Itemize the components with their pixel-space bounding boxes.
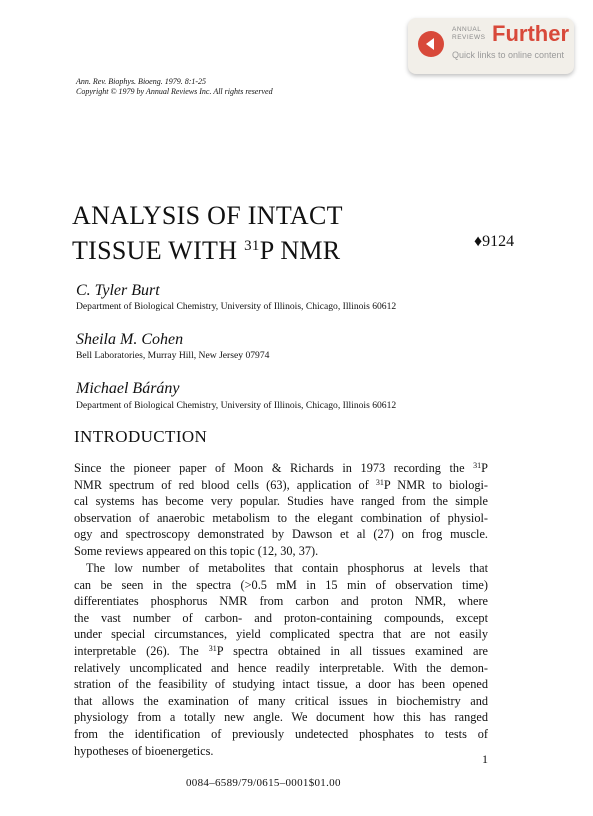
isotope-superscript: 31 xyxy=(208,643,217,653)
article-title xyxy=(72,200,343,266)
footer-code: 0084–6589/79/0615–0001$01.00 xyxy=(186,777,341,789)
paragraph-line: The low number of metabolites that contain phosphorus at levels that xyxy=(86,561,488,575)
isotope-symbol: P xyxy=(383,477,391,492)
paragraph-line: the vast number of carbon- and proton-containing compounds, except xyxy=(74,610,488,625)
paragraph-line: that allows the examination of many critical issues in biochemistry and xyxy=(74,693,488,708)
paragraph-line: stration of the feasibility of studying intact tissue, a door has been opened xyxy=(74,677,488,692)
title-superscript: 31 xyxy=(244,238,260,254)
text-run: spectra obtained in all tissues examined are xyxy=(223,643,489,658)
title-text: P NMR xyxy=(259,236,341,265)
citation-line: Ann. Rev. Biophys. Bioeng. 1979. 8:1-25 xyxy=(76,77,207,86)
badge-subtitle: Quick links to online content xyxy=(452,50,565,60)
paragraph-line: hypotheses of bioenergetics. xyxy=(74,743,214,758)
badge-further-label: Further xyxy=(492,21,569,46)
paragraph-line: from the identification of previously undetected phosphates to tests of xyxy=(74,726,488,741)
title-line-2 xyxy=(72,231,343,266)
paragraph-line: physiology from a totally new angle. We document how this has ranged xyxy=(74,710,488,725)
paragraph-2 xyxy=(74,560,488,759)
back-arrow-icon xyxy=(418,31,444,57)
annual-reviews-further-badge[interactable] xyxy=(408,18,574,74)
text-run: Since the pioneer paper of Moon & Richards in 1973 recording the xyxy=(74,461,474,475)
copyright-line: Copyright © 1979 by Annual Reviews Inc. All rights reserved xyxy=(76,87,273,96)
article-code: ♦9124 xyxy=(474,233,515,250)
paragraph-line: relatively uncomplicated and hence readily interpretable. With the demon- xyxy=(74,660,488,675)
title-text: TISSUE WITH xyxy=(72,236,245,265)
section-heading: INTRODUCTION xyxy=(74,427,208,446)
paragraph-line: observation of anaerobic metabolism to the elegant combination of physiol- xyxy=(74,510,488,525)
text-run: NMR spectrum of red blood cells (63), application of xyxy=(74,477,376,492)
author-affiliation: Department of Biological Chemistry, University of Illinois, Chicago, Illinois 60612 xyxy=(76,301,397,312)
paragraph-line: can be seen in the spectra (>0.5 mM in 15 min of observation time) xyxy=(74,577,488,592)
author-affiliation: Department of Biological Chemistry, University of Illinois, Chicago, Illinois 60612 xyxy=(76,400,397,411)
author-name: C. Tyler Burt xyxy=(76,282,160,299)
paragraph-line: under special circumstances, yield complicated spectra that are not easily xyxy=(74,627,488,642)
paragraph-line: cal systems has become very popular. Studies have ranged from the simple xyxy=(74,494,488,509)
journal-citation xyxy=(76,77,273,97)
author-name: Sheila M. Cohen xyxy=(76,331,184,348)
author-affiliation: Bell Laboratories, Murray Hill, New Jersey 07974 xyxy=(76,350,270,361)
author-name: Michael Bárány xyxy=(76,380,180,397)
isotope-symbol: P xyxy=(481,461,488,475)
text-run: interpretable (26). The xyxy=(74,643,209,658)
paragraph-1 xyxy=(74,460,488,560)
paragraph-line xyxy=(74,477,488,494)
isotope-superscript: 31 xyxy=(375,477,384,487)
paragraph-line: Some reviews appeared on this topic (12, 30, 37). xyxy=(74,543,319,558)
paragraph-line xyxy=(74,460,488,477)
text-run: NMR to biologi- xyxy=(390,477,489,492)
isotope-symbol: P xyxy=(216,643,224,658)
isotope-superscript: 31 xyxy=(473,461,482,470)
paragraph-line xyxy=(74,643,488,660)
badge-annual-reviews-label: ANNUAL REVIEWS xyxy=(452,26,486,41)
paragraph-line: ogy and spectroscopy demonstrated by Dawson et al (27) on frog muscle. xyxy=(74,527,488,542)
page-number: 1 xyxy=(482,752,488,766)
paragraph-line: differentiates phosphorus NMR from carbon and proton NMR, where xyxy=(74,594,488,609)
title-line-1: ANALYSIS OF INTACT xyxy=(72,201,343,230)
